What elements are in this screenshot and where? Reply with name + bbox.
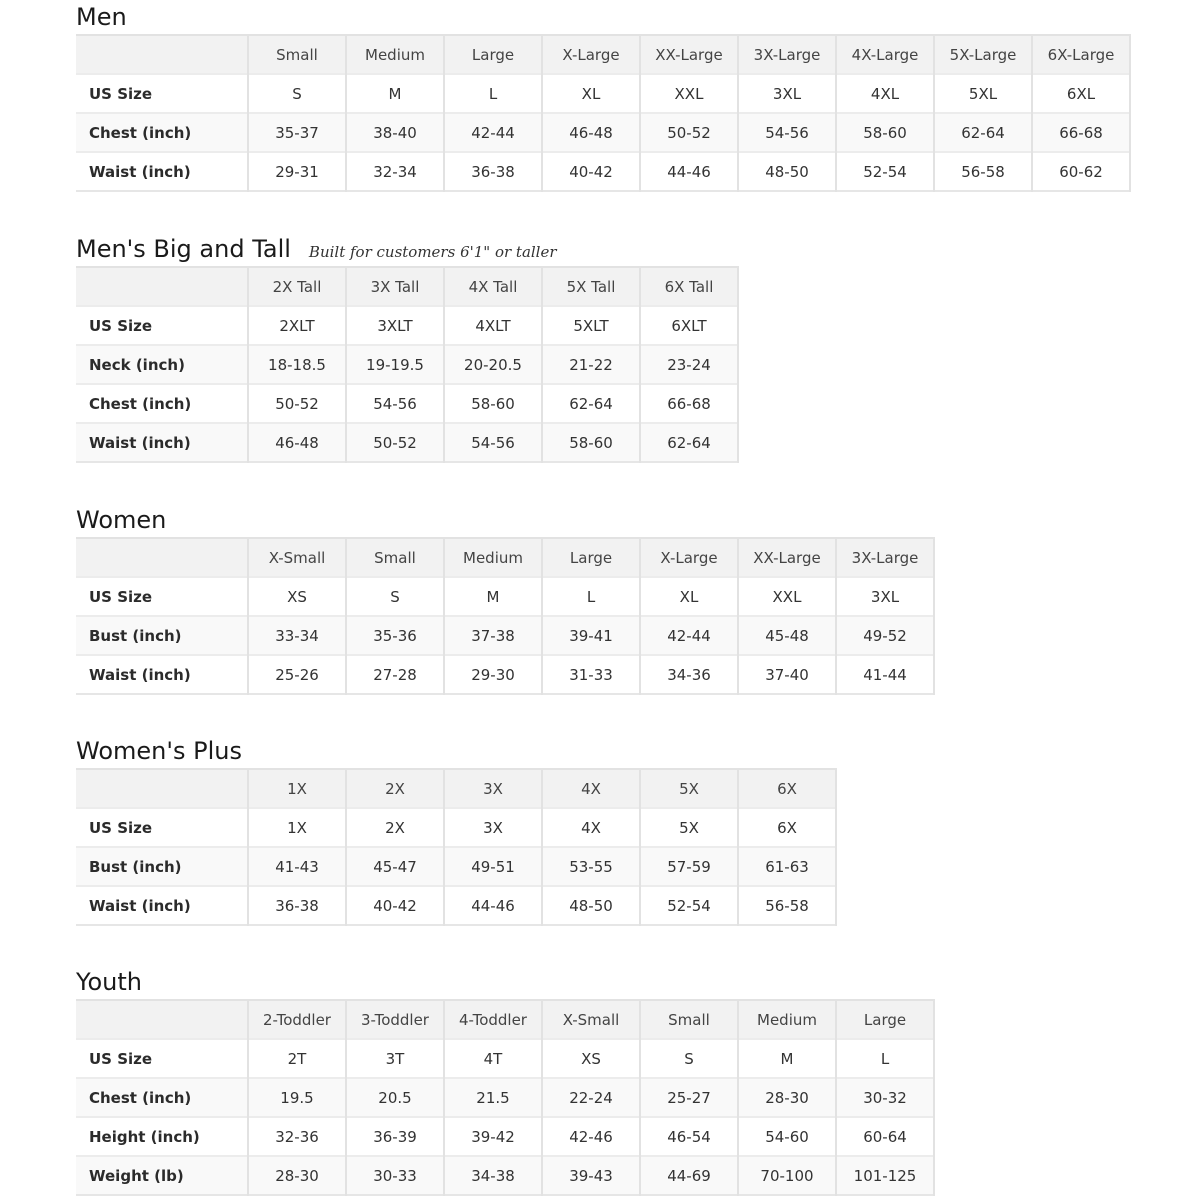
section-title bbox=[76, 734, 837, 768]
table-cell: 42-44 bbox=[640, 616, 738, 655]
table-cell: 3XL bbox=[836, 577, 934, 616]
row-label: Waist (inch) bbox=[76, 423, 248, 462]
column-header: 4X bbox=[542, 769, 640, 808]
row-label: Waist (inch) bbox=[76, 655, 248, 694]
table-cell: 42-44 bbox=[444, 113, 542, 152]
section-men bbox=[76, 0, 1131, 192]
table-cell: 38-40 bbox=[346, 113, 444, 152]
table-cell: 2T bbox=[248, 1039, 346, 1078]
table-cell: XS bbox=[248, 577, 346, 616]
table-cell: 52-54 bbox=[836, 152, 934, 191]
table-cell: 20.5 bbox=[346, 1078, 444, 1117]
table-cell: 48-50 bbox=[738, 152, 836, 191]
column-header: 2-Toddler bbox=[248, 1000, 346, 1039]
table-cell: 22-24 bbox=[542, 1078, 640, 1117]
table-cell: XS bbox=[542, 1039, 640, 1078]
table-cell: L bbox=[542, 577, 640, 616]
table-cell: 2X bbox=[346, 808, 444, 847]
table-cell: 6XLT bbox=[640, 306, 738, 345]
size-table bbox=[76, 266, 739, 463]
column-header: Small bbox=[248, 35, 346, 74]
table-cell: 46-54 bbox=[640, 1117, 738, 1156]
table-cell: L bbox=[836, 1039, 934, 1078]
column-header: Medium bbox=[444, 538, 542, 577]
table-cell: 21-22 bbox=[542, 345, 640, 384]
table-cell: 29-31 bbox=[248, 152, 346, 191]
section-women-s-plus bbox=[76, 734, 837, 926]
column-header: Large bbox=[444, 35, 542, 74]
table-cell: 5X bbox=[640, 808, 738, 847]
table-cell: S bbox=[640, 1039, 738, 1078]
column-header: Small bbox=[640, 1000, 738, 1039]
table-cell: 54-56 bbox=[738, 113, 836, 152]
table-cell: 30-32 bbox=[836, 1078, 934, 1117]
table-cell: 56-58 bbox=[934, 152, 1032, 191]
row-label: Waist (inch) bbox=[76, 886, 248, 925]
table-cell: 30-33 bbox=[346, 1156, 444, 1195]
table-cell: M bbox=[738, 1039, 836, 1078]
section-women bbox=[76, 503, 935, 695]
table-cell: 58-60 bbox=[444, 384, 542, 423]
row-label: US Size bbox=[76, 808, 248, 847]
table-cell: 66-68 bbox=[1032, 113, 1130, 152]
size-table bbox=[76, 999, 935, 1196]
table-cell: XXL bbox=[738, 577, 836, 616]
table-cell: 70-100 bbox=[738, 1156, 836, 1195]
table-cell: 44-69 bbox=[640, 1156, 738, 1195]
table-cell: 28-30 bbox=[738, 1078, 836, 1117]
table-cell: 45-48 bbox=[738, 616, 836, 655]
column-header: 3X Tall bbox=[346, 267, 444, 306]
table-cell: 40-42 bbox=[542, 152, 640, 191]
row-label: Height (inch) bbox=[76, 1117, 248, 1156]
size-table bbox=[76, 537, 935, 695]
table-corner-cell bbox=[76, 538, 248, 577]
table-cell: 58-60 bbox=[542, 423, 640, 462]
section-title-text: Women's Plus bbox=[76, 737, 242, 765]
table-cell: 54-56 bbox=[444, 423, 542, 462]
table-cell: 46-48 bbox=[542, 113, 640, 152]
table-cell: XL bbox=[542, 74, 640, 113]
table-cell: 50-52 bbox=[248, 384, 346, 423]
section-men-s-big-and-tall bbox=[76, 232, 739, 463]
table-cell: 25-27 bbox=[640, 1078, 738, 1117]
table-cell: 58-60 bbox=[836, 113, 934, 152]
column-header: Medium bbox=[346, 35, 444, 74]
table-cell: 44-46 bbox=[444, 886, 542, 925]
table-cell: 6X bbox=[738, 808, 836, 847]
table-cell: 37-40 bbox=[738, 655, 836, 694]
table-row bbox=[76, 74, 1130, 113]
section-title-text: Men bbox=[76, 3, 127, 31]
column-header: 3X-Large bbox=[836, 538, 934, 577]
section-title bbox=[76, 965, 935, 999]
section-title bbox=[76, 503, 935, 537]
table-row bbox=[76, 847, 836, 886]
column-header: 4X-Large bbox=[836, 35, 934, 74]
table-cell: 62-64 bbox=[542, 384, 640, 423]
table-cell: 49-52 bbox=[836, 616, 934, 655]
column-header: 2X Tall bbox=[248, 267, 346, 306]
table-row bbox=[76, 152, 1130, 191]
section-title-text: Youth bbox=[76, 968, 142, 996]
table-cell: 3XL bbox=[738, 74, 836, 113]
column-header: 6X Tall bbox=[640, 267, 738, 306]
table-cell: 41-43 bbox=[248, 847, 346, 886]
section-title-text: Women bbox=[76, 506, 167, 534]
row-label: Chest (inch) bbox=[76, 1078, 248, 1117]
table-cell: 54-56 bbox=[346, 384, 444, 423]
column-header: X-Small bbox=[542, 1000, 640, 1039]
table-cell: 4XL bbox=[836, 74, 934, 113]
table-cell: 32-36 bbox=[248, 1117, 346, 1156]
column-header: 3X-Large bbox=[738, 35, 836, 74]
table-cell: 34-36 bbox=[640, 655, 738, 694]
table-cell: 4XLT bbox=[444, 306, 542, 345]
section-youth bbox=[76, 965, 935, 1196]
table-cell: 20-20.5 bbox=[444, 345, 542, 384]
table-cell: 60-64 bbox=[836, 1117, 934, 1156]
row-label: Weight (lb) bbox=[76, 1156, 248, 1195]
column-header: 1X bbox=[248, 769, 346, 808]
column-header: 5X-Large bbox=[934, 35, 1032, 74]
column-header: Large bbox=[836, 1000, 934, 1039]
table-cell: 48-50 bbox=[542, 886, 640, 925]
column-header: 4-Toddler bbox=[444, 1000, 542, 1039]
table-row bbox=[76, 384, 738, 423]
column-header: Small bbox=[346, 538, 444, 577]
table-cell: M bbox=[444, 577, 542, 616]
table-cell: S bbox=[346, 577, 444, 616]
table-cell: 52-54 bbox=[640, 886, 738, 925]
table-cell: 33-34 bbox=[248, 616, 346, 655]
table-cell: 101-125 bbox=[836, 1156, 934, 1195]
table-cell: 19.5 bbox=[248, 1078, 346, 1117]
table-row bbox=[76, 886, 836, 925]
table-cell: 62-64 bbox=[934, 113, 1032, 152]
column-header: Medium bbox=[738, 1000, 836, 1039]
table-row bbox=[76, 655, 934, 694]
table-cell: 34-38 bbox=[444, 1156, 542, 1195]
table-cell: 36-38 bbox=[248, 886, 346, 925]
table-cell: 29-30 bbox=[444, 655, 542, 694]
table-cell: 3T bbox=[346, 1039, 444, 1078]
column-header: XX-Large bbox=[640, 35, 738, 74]
table-header-row bbox=[76, 35, 1130, 74]
table-row bbox=[76, 808, 836, 847]
table-row bbox=[76, 1039, 934, 1078]
table-corner-cell bbox=[76, 267, 248, 306]
column-header: Large bbox=[542, 538, 640, 577]
column-header: 3X bbox=[444, 769, 542, 808]
table-row bbox=[76, 1078, 934, 1117]
row-label: US Size bbox=[76, 306, 248, 345]
column-header: 6X-Large bbox=[1032, 35, 1130, 74]
table-cell: 4T bbox=[444, 1039, 542, 1078]
table-cell: XXL bbox=[640, 74, 738, 113]
table-cell: 39-42 bbox=[444, 1117, 542, 1156]
table-cell: 57-59 bbox=[640, 847, 738, 886]
table-corner-cell bbox=[76, 35, 248, 74]
table-row bbox=[76, 113, 1130, 152]
size-table bbox=[76, 768, 837, 926]
table-cell: 35-37 bbox=[248, 113, 346, 152]
table-cell: 41-44 bbox=[836, 655, 934, 694]
table-cell: 50-52 bbox=[346, 423, 444, 462]
section-subtitle: Built for customers 6'1" or taller bbox=[308, 243, 557, 261]
table-cell: 28-30 bbox=[248, 1156, 346, 1195]
table-cell: 40-42 bbox=[346, 886, 444, 925]
table-cell: 36-38 bbox=[444, 152, 542, 191]
row-label: US Size bbox=[76, 577, 248, 616]
table-cell: 42-46 bbox=[542, 1117, 640, 1156]
section-title bbox=[76, 232, 739, 266]
column-header: X-Small bbox=[248, 538, 346, 577]
table-row bbox=[76, 1117, 934, 1156]
table-cell: 4X bbox=[542, 808, 640, 847]
table-cell: 56-58 bbox=[738, 886, 836, 925]
table-cell: 39-43 bbox=[542, 1156, 640, 1195]
table-cell: 32-34 bbox=[346, 152, 444, 191]
table-cell: 31-33 bbox=[542, 655, 640, 694]
table-cell: 49-51 bbox=[444, 847, 542, 886]
column-header: XX-Large bbox=[738, 538, 836, 577]
row-label: US Size bbox=[76, 74, 248, 113]
column-header: 3-Toddler bbox=[346, 1000, 444, 1039]
table-cell: 19-19.5 bbox=[346, 345, 444, 384]
table-cell: 6XL bbox=[1032, 74, 1130, 113]
table-cell: 45-47 bbox=[346, 847, 444, 886]
table-row bbox=[76, 1156, 934, 1195]
column-header: 5X Tall bbox=[542, 267, 640, 306]
row-label: US Size bbox=[76, 1039, 248, 1078]
table-cell: 36-39 bbox=[346, 1117, 444, 1156]
table-cell: 60-62 bbox=[1032, 152, 1130, 191]
table-cell: 3XLT bbox=[346, 306, 444, 345]
table-header-row bbox=[76, 1000, 934, 1039]
row-label: Waist (inch) bbox=[76, 152, 248, 191]
table-header-row bbox=[76, 267, 738, 306]
column-header: X-Large bbox=[640, 538, 738, 577]
table-cell: 37-38 bbox=[444, 616, 542, 655]
table-row bbox=[76, 306, 738, 345]
row-label: Bust (inch) bbox=[76, 847, 248, 886]
table-cell: M bbox=[346, 74, 444, 113]
table-cell: 61-63 bbox=[738, 847, 836, 886]
table-corner-cell bbox=[76, 1000, 248, 1039]
table-header-row bbox=[76, 538, 934, 577]
table-cell: 5XL bbox=[934, 74, 1032, 113]
column-header: 6X bbox=[738, 769, 836, 808]
table-corner-cell bbox=[76, 769, 248, 808]
size-table bbox=[76, 34, 1131, 192]
section-title bbox=[76, 0, 1131, 34]
table-row bbox=[76, 616, 934, 655]
row-label: Neck (inch) bbox=[76, 345, 248, 384]
table-cell: 62-64 bbox=[640, 423, 738, 462]
table-cell: 46-48 bbox=[248, 423, 346, 462]
table-cell: 39-41 bbox=[542, 616, 640, 655]
column-header: 4X Tall bbox=[444, 267, 542, 306]
table-cell: 53-55 bbox=[542, 847, 640, 886]
table-header-row bbox=[76, 769, 836, 808]
table-cell: 2XLT bbox=[248, 306, 346, 345]
table-cell: L bbox=[444, 74, 542, 113]
table-cell: 35-36 bbox=[346, 616, 444, 655]
table-row bbox=[76, 345, 738, 384]
row-label: Chest (inch) bbox=[76, 384, 248, 423]
table-cell: 66-68 bbox=[640, 384, 738, 423]
table-cell: S bbox=[248, 74, 346, 113]
table-cell: 25-26 bbox=[248, 655, 346, 694]
table-cell: 44-46 bbox=[640, 152, 738, 191]
row-label: Chest (inch) bbox=[76, 113, 248, 152]
table-cell: 27-28 bbox=[346, 655, 444, 694]
section-title-text: Men's Big and Tall bbox=[76, 235, 291, 263]
table-cell: 18-18.5 bbox=[248, 345, 346, 384]
column-header: X-Large bbox=[542, 35, 640, 74]
column-header: 2X bbox=[346, 769, 444, 808]
row-label: Bust (inch) bbox=[76, 616, 248, 655]
table-cell: 3X bbox=[444, 808, 542, 847]
table-row bbox=[76, 423, 738, 462]
table-cell: 21.5 bbox=[444, 1078, 542, 1117]
table-row bbox=[76, 577, 934, 616]
table-cell: 5XLT bbox=[542, 306, 640, 345]
column-header: 5X bbox=[640, 769, 738, 808]
table-cell: 23-24 bbox=[640, 345, 738, 384]
table-cell: 54-60 bbox=[738, 1117, 836, 1156]
table-cell: 50-52 bbox=[640, 113, 738, 152]
table-cell: 1X bbox=[248, 808, 346, 847]
table-cell: XL bbox=[640, 577, 738, 616]
